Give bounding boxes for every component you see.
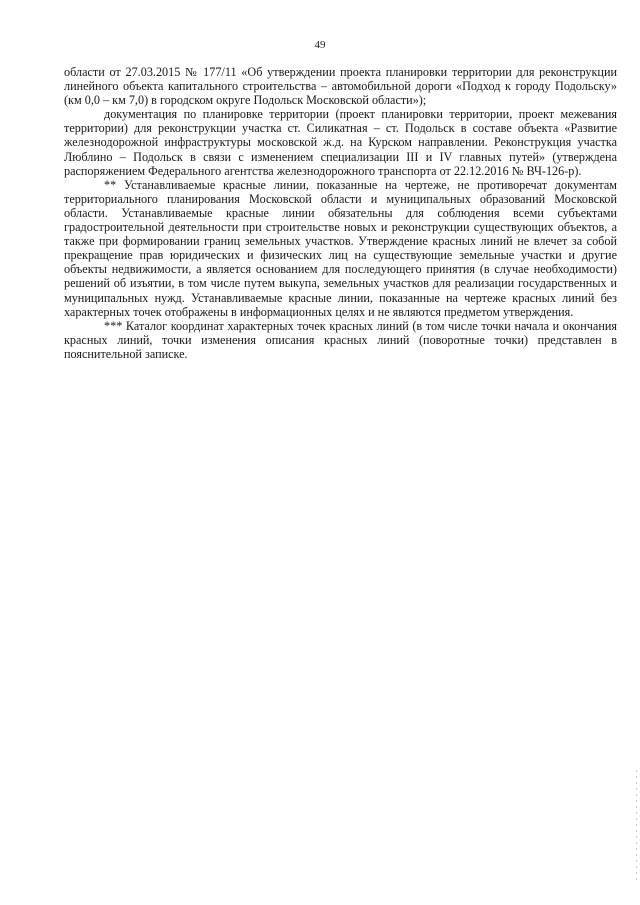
scan-edge-mark — [636, 770, 637, 880]
paragraph-territory-planning-documentation: документация по планировке территории (проект планировки территории, проект межевания территории) для реконструкции участка ст. Силикатная – ст. Подольск в составе объекта «Развитие железнодорожной инфраструктуры московской ж.д. на Курском направлении. Реконструкция участка Люблино – Подольск в связи с изменением специализации III и IV главных путей» (утверждена распоряжением Федерального агентства железнодорожного транспорта от 22.12.2016 № ВЧ-126-р). — [64, 107, 617, 178]
paragraph-red-lines-footnote: ** Устанавливаемые красные линии, показанные на чертеже, не противоречат документам территориального планирования Московской области и муниципальных образований Московской области. Устанавливаемые красные линии обязательны для соблюдения всеми субъектами градостроительной деятельности при строительстве новых и реконструкции существующих объектов, а также при формировании границ земельных участков. Утверждение красных линий не влечет за собой прекращение прав юридических и физических лиц на существующие земельные участки и другие объекты недвижимости, а является основанием для последующего принятия (в случае необходимости) решений об изъятии, в том числе путем выкупа, земельных участков для реализации государственных и муниципальных нужд. Устанавливаемые красные линии, показанные на чертеже красных линий без характерных точек отображены в информационных целях и не являются предметом утверждения. — [64, 177, 617, 319]
paragraph-coordinates-catalog-footnote: *** Каталог координат характерных точек красных линий (в том числе точки начала и окончания красных линий, точки изменения описания красных линий (поворотные точки) представлен в пояснительной записке. — [64, 318, 617, 361]
document-body — [64, 65, 617, 361]
paragraph-approval-decree-continuation: области от 27.03.2015 № 177/11 «Об утверждении проекта планировки территории для реконструкции линейного объекта капитального строительства – автомобильной дороги «Подход к городу Подольску» (км 0,0 – км 7,0) в городском округе Подольск Московской области»); — [64, 65, 617, 108]
page-number: 49 — [314, 39, 326, 51]
